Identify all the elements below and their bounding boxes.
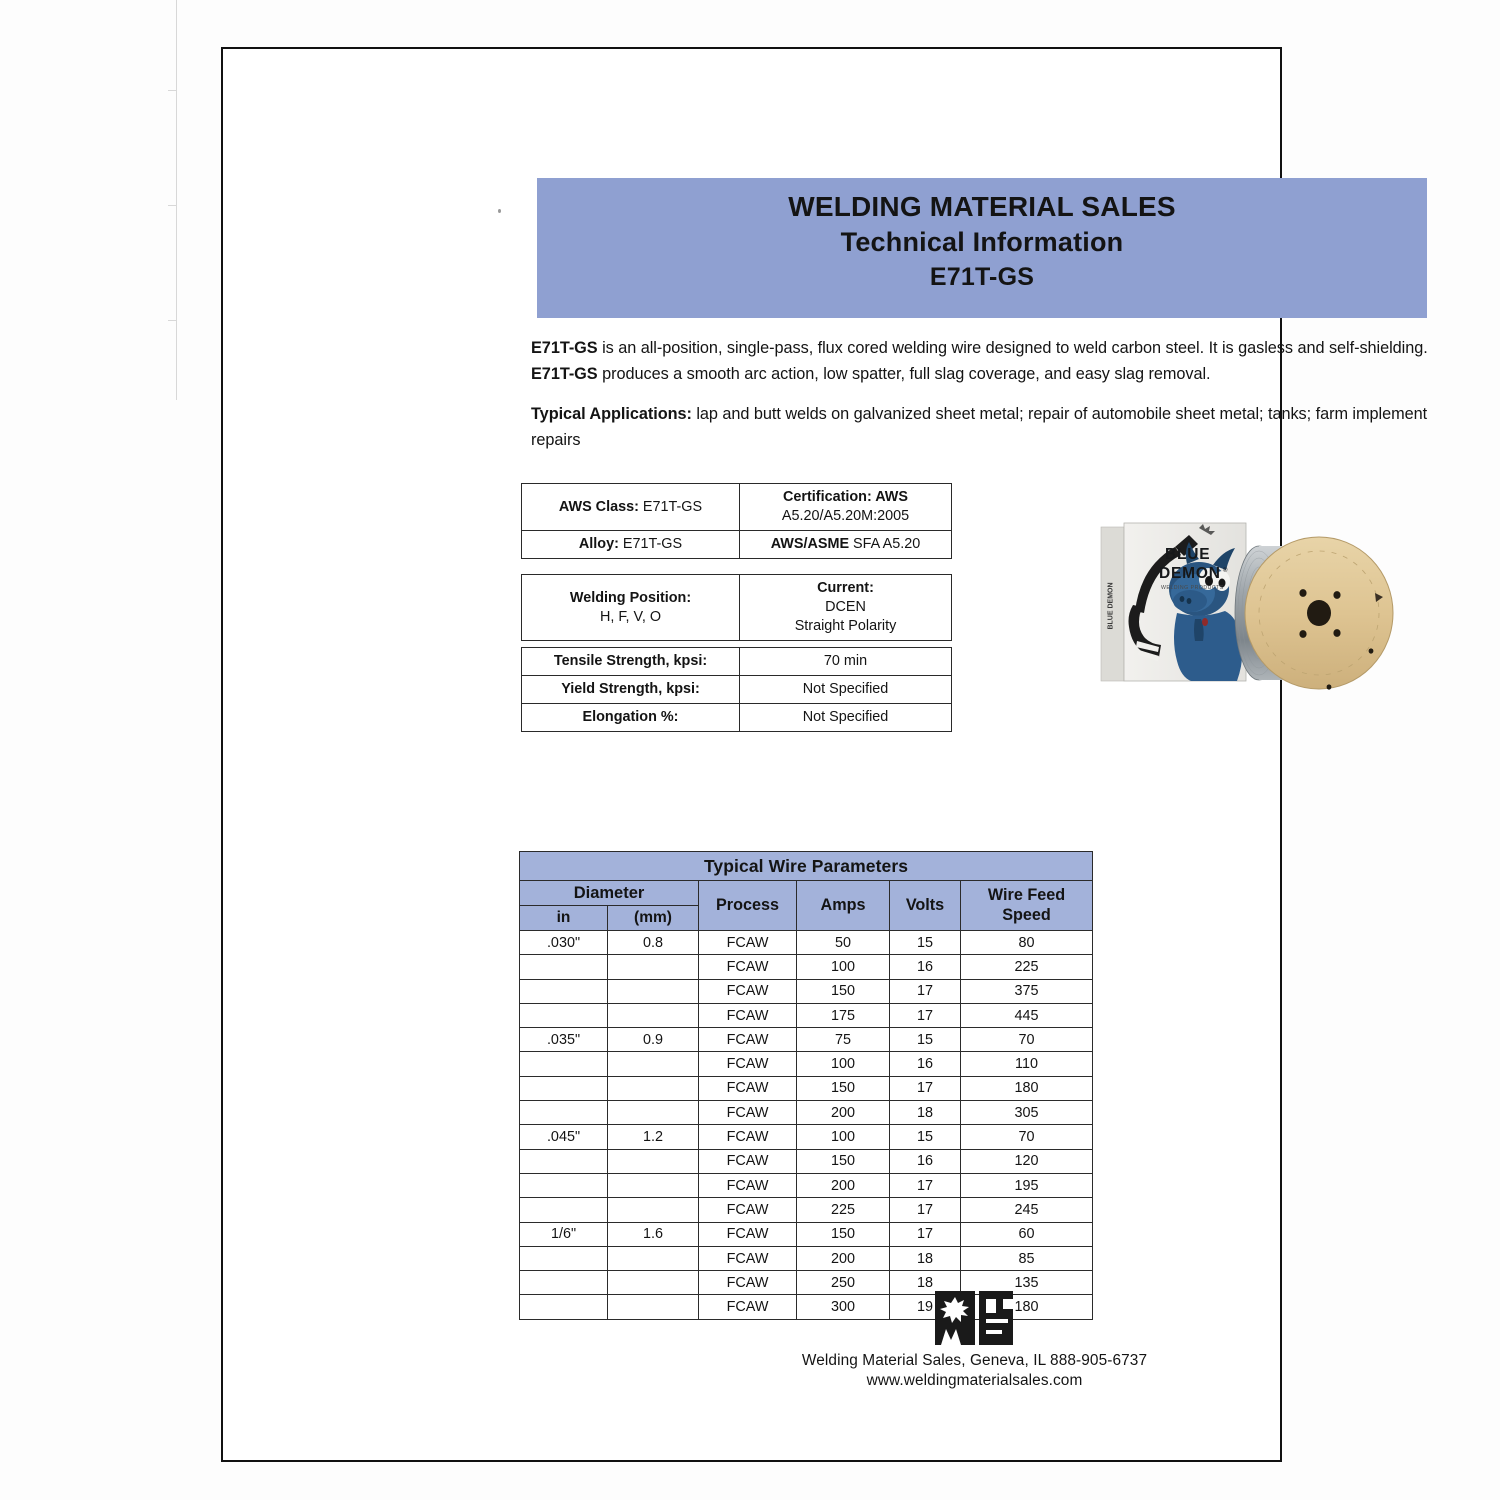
diameter-mm-cell — [608, 1173, 699, 1197]
diameter-in-cell — [520, 1149, 608, 1173]
mechanical-properties-table — [521, 647, 952, 732]
process-cell: FCAW — [699, 1101, 797, 1125]
wire-feed-speed-cell: 225 — [961, 955, 1093, 979]
yield-strength-label: Yield Strength, kpsi: — [522, 676, 740, 704]
table-row — [520, 1052, 1093, 1076]
process-cell: FCAW — [699, 1149, 797, 1173]
box-side-brand-text: BLUE DEMON — [1107, 582, 1115, 630]
applications-text: lap and butt welds on galvanized sheet metal; repair of automobile sheet metal; tanks; farm implement repairs — [531, 405, 1428, 450]
intro-paragraph — [531, 335, 1437, 388]
yield-strength-value: Not Specified — [740, 676, 952, 704]
volts-cell: 16 — [890, 955, 961, 979]
intro-sentence-2: produces a smooth arc action, low spatter, full slag coverage, and easy slag removal. — [597, 365, 1211, 384]
diameter-mm-cell — [608, 1003, 699, 1027]
diameter-in-cell — [520, 1246, 608, 1270]
wire-feed-speed-cell: 135 — [961, 1271, 1093, 1295]
volts-cell: 15 — [890, 1028, 961, 1052]
table-row — [522, 484, 952, 531]
wms-logo-icon — [931, 1287, 1019, 1349]
table-row — [520, 1003, 1093, 1027]
table-row — [522, 531, 952, 559]
diameter-mm-cell — [608, 1076, 699, 1100]
brand-tagline: WELDING PRODUCTS — [1161, 585, 1224, 591]
process-cell: FCAW — [699, 1003, 797, 1027]
tensile-strength-value: 70 min — [740, 648, 952, 676]
diameter-in-cell — [520, 955, 608, 979]
welding-position-cell — [522, 575, 740, 641]
wire-feed-speed-cell: 110 — [961, 1052, 1093, 1076]
welding-position-label: Welding Position: — [569, 589, 692, 606]
amps-cell: 200 — [797, 1173, 890, 1197]
elongation-label: Elongation %: — [522, 704, 740, 732]
volts-cell: 18 — [890, 1246, 961, 1270]
params-table-title: Typical Wire Parameters — [520, 852, 1093, 881]
header-product-code: E71T-GS — [929, 262, 1035, 291]
table-row — [520, 1246, 1093, 1270]
diameter-mm-cell — [608, 1101, 699, 1125]
amps-cell: 175 — [797, 1003, 890, 1027]
table-row — [522, 704, 952, 732]
header-subtitle: Technical Information — [840, 227, 1124, 258]
current-label: Current: — [817, 580, 874, 596]
table-row — [520, 931, 1093, 955]
table-row — [520, 1149, 1093, 1173]
diameter-mm-cell: 1.6 — [608, 1222, 699, 1246]
aws-class-value: E71T-GS — [638, 498, 703, 515]
wire-feed-speed-cell: 120 — [961, 1149, 1093, 1173]
volts-cell: 19 — [890, 1295, 961, 1319]
diameter-in-cell — [520, 1003, 608, 1027]
diameter-in-cell: .035" — [520, 1028, 608, 1052]
wire-feed-speed-cell: 305 — [961, 1101, 1093, 1125]
amps-cell: 200 — [797, 1246, 890, 1270]
column-header-process: Process — [699, 881, 797, 931]
typical-applications-paragraph — [531, 401, 1431, 454]
intro-product-code-1: E71T-GS — [531, 339, 598, 357]
diameter-mm-cell — [608, 1198, 699, 1222]
document-page — [221, 47, 1428, 1462]
params-table-body — [520, 931, 1093, 1320]
amps-cell: 100 — [797, 955, 890, 979]
wire-feed-speed-cell: 195 — [961, 1173, 1093, 1197]
amps-cell: 200 — [797, 1101, 890, 1125]
welding-position-current-table — [521, 574, 952, 641]
table-row — [522, 648, 952, 676]
table-row — [520, 979, 1093, 1003]
typical-wire-parameters-table — [519, 851, 1093, 1320]
product-photo-blue-demon-spool — [1081, 501, 1399, 713]
intro-sentence-1: is an all-position, single-pass, flux cored welding wire designed to weld carbon steel. It is gasless and self-shielding. — [597, 339, 1428, 357]
wire-feed-speed-cell: 180 — [961, 1076, 1093, 1100]
amps-cell: 50 — [797, 931, 890, 955]
table-row — [520, 1222, 1093, 1246]
scanner-edge-line — [176, 0, 177, 400]
amps-cell: 150 — [797, 1076, 890, 1100]
column-header-mm: (mm) — [608, 906, 699, 931]
amps-cell: 100 — [797, 1052, 890, 1076]
amps-cell: 300 — [797, 1295, 890, 1319]
process-cell: FCAW — [699, 979, 797, 1003]
scanner-tick-mark — [168, 320, 177, 321]
amps-cell: 100 — [797, 1125, 890, 1149]
volts-cell: 16 — [890, 1052, 961, 1076]
volts-cell: 17 — [890, 1076, 961, 1100]
amps-cell: 225 — [797, 1198, 890, 1222]
wire-feed-speed-cell: 375 — [961, 979, 1093, 1003]
table-row — [520, 1076, 1093, 1100]
process-cell: FCAW — [699, 1028, 797, 1052]
process-cell: FCAW — [699, 1271, 797, 1295]
certification-cell — [740, 484, 952, 531]
alloy-label: Alloy: — [578, 536, 619, 553]
aws-class-cell — [522, 484, 740, 531]
current-value-dcen: DCEN — [825, 599, 866, 616]
process-cell: FCAW — [699, 955, 797, 979]
diameter-in-cell: 1/6" — [520, 1222, 608, 1246]
diameter-in-cell — [520, 1198, 608, 1222]
scanner-tick-mark — [168, 205, 177, 206]
footer-website-url[interactable]: www.weldingmaterialsales.com — [866, 1372, 1083, 1389]
document-footer — [444, 1287, 1500, 1390]
header-company-name: WELDING MATERIAL SALES — [788, 191, 1176, 222]
params-table-title-row — [520, 852, 1093, 881]
process-cell: FCAW — [699, 1076, 797, 1100]
certification-label: Certification: — [783, 489, 872, 505]
current-value-polarity: Straight Polarity — [794, 618, 897, 635]
wire-feed-label-line1: Wire Feed — [987, 886, 1066, 905]
process-cell: FCAW — [699, 1295, 797, 1319]
wire-feed-speed-cell: 80 — [961, 931, 1093, 955]
params-table-head — [520, 852, 1093, 931]
certification-standard: A5.20/A5.20M:2005 — [781, 508, 910, 525]
column-header-volts: Volts — [890, 881, 961, 931]
diameter-in-cell — [520, 1101, 608, 1125]
wire-feed-speed-cell: 445 — [961, 1003, 1093, 1027]
table-row — [520, 1101, 1093, 1125]
brand-registered-mark: ® — [1223, 568, 1228, 574]
volts-cell: 18 — [890, 1271, 961, 1295]
table-row — [520, 1125, 1093, 1149]
diameter-mm-cell — [608, 955, 699, 979]
amps-cell: 75 — [797, 1028, 890, 1052]
volts-cell: 15 — [890, 931, 961, 955]
aws-asme-cell — [740, 531, 952, 559]
process-cell: FCAW — [699, 1222, 797, 1246]
welding-position-value: H, F, V, O — [599, 608, 662, 625]
wire-feed-speed-cell: 245 — [961, 1198, 1093, 1222]
volts-cell: 15 — [890, 1125, 961, 1149]
amps-cell: 150 — [797, 979, 890, 1003]
applications-label: Typical Applications: — [531, 405, 692, 423]
table-row — [520, 1028, 1093, 1052]
column-header-in: in — [520, 906, 608, 931]
diameter-mm-cell — [608, 1052, 699, 1076]
tensile-strength-label: Tensile Strength, kpsi: — [522, 648, 740, 676]
current-cell — [740, 575, 952, 641]
amps-cell: 250 — [797, 1271, 890, 1295]
wire-feed-speed-cell: 180 — [961, 1295, 1093, 1319]
column-header-diameter: Diameter — [520, 881, 699, 906]
brand-line-1: BLUE — [1165, 546, 1211, 563]
wire-feed-speed-cell: 70 — [961, 1028, 1093, 1052]
document-header-banner — [537, 178, 1427, 318]
aws-class-certification-table — [521, 483, 952, 559]
process-cell: FCAW — [699, 1173, 797, 1197]
diameter-in-cell — [520, 979, 608, 1003]
alloy-cell — [522, 531, 740, 559]
elongation-value: Not Specified — [740, 704, 952, 732]
wire-feed-speed-cell: 60 — [961, 1222, 1093, 1246]
volts-cell: 17 — [890, 1173, 961, 1197]
amps-cell: 150 — [797, 1222, 890, 1246]
intro-product-code-2: E71T-GS — [531, 365, 598, 384]
diameter-mm-cell — [608, 1246, 699, 1270]
process-cell: FCAW — [699, 1198, 797, 1222]
aws-asme-label: AWS/ASME — [770, 536, 850, 553]
wire-feed-label-line2: Speed — [1002, 905, 1051, 924]
column-header-wire-feed-speed — [961, 881, 1093, 931]
aws-asme-value: SFA A5.20 — [849, 536, 921, 553]
scan-artifact-speck — [498, 209, 501, 213]
table-row — [522, 575, 952, 641]
diameter-in-cell — [520, 1052, 608, 1076]
diameter-mm-cell: 0.8 — [608, 931, 699, 955]
table-row — [520, 1173, 1093, 1197]
process-cell: FCAW — [699, 931, 797, 955]
wire-feed-speed-cell: 70 — [961, 1125, 1093, 1149]
diameter-mm-cell: 0.9 — [608, 1028, 699, 1052]
volts-cell: 17 — [890, 1003, 961, 1027]
amps-cell: 150 — [797, 1149, 890, 1173]
process-cell: FCAW — [699, 1052, 797, 1076]
diameter-in-cell — [520, 1173, 608, 1197]
aws-class-label: AWS Class: — [558, 498, 639, 515]
diameter-in-cell: .045" — [520, 1125, 608, 1149]
diameter-mm-cell: 1.2 — [608, 1125, 699, 1149]
params-table-group-header-row — [520, 881, 1093, 906]
volts-cell: 18 — [890, 1101, 961, 1125]
process-cell: FCAW — [699, 1246, 797, 1270]
volts-cell: 17 — [890, 1198, 961, 1222]
table-row — [522, 676, 952, 704]
diameter-mm-cell — [608, 1149, 699, 1173]
diameter-mm-cell — [608, 979, 699, 1003]
diameter-in-cell — [520, 1076, 608, 1100]
brand-line-2: DEMON — [1159, 565, 1221, 582]
volts-cell: 17 — [890, 979, 961, 1003]
process-cell: FCAW — [699, 1125, 797, 1149]
scanner-tick-mark — [168, 90, 177, 91]
volts-cell: 17 — [890, 1222, 961, 1246]
table-row — [520, 1198, 1093, 1222]
alloy-value: E71T-GS — [618, 536, 683, 553]
table-row — [520, 955, 1093, 979]
volts-cell: 16 — [890, 1149, 961, 1173]
column-header-amps: Amps — [797, 881, 890, 931]
diameter-in-cell: .030" — [520, 931, 608, 955]
wire-feed-speed-cell: 85 — [961, 1246, 1093, 1270]
certification-value: AWS — [871, 489, 908, 505]
footer-company-contact: Welding Material Sales, Geneva, IL 888-905-6737 — [801, 1352, 1148, 1369]
